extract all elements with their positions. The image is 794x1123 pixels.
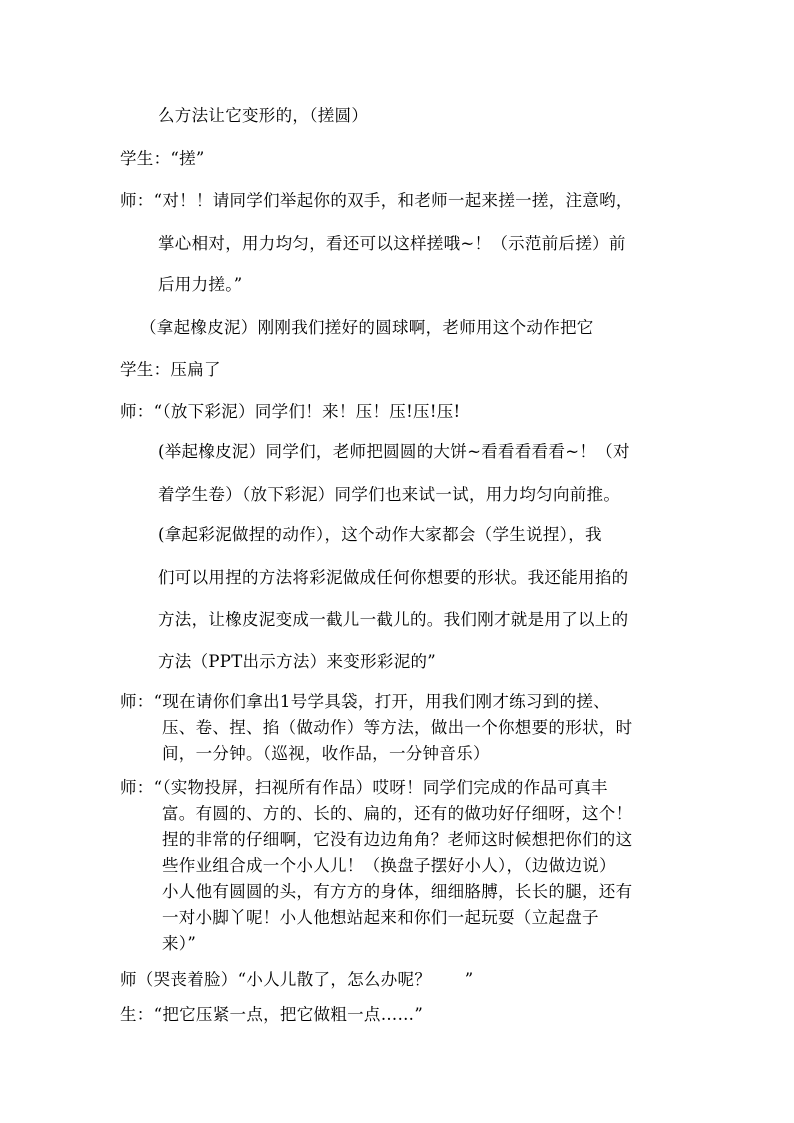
text-line: 压、卷、捏、掐（做动作）等方法，做出一个你想要的形状，时 bbox=[162, 718, 633, 737]
text-line: (举起橡皮泥）同学们，老师把圆圆的大饼~看看看看看~！（对 bbox=[158, 442, 630, 461]
text-line: 后用力搓。” bbox=[158, 275, 243, 294]
text-line: 一对小脚丫呢！小人他想站起来和你们一起玩耍（立起盘子 bbox=[162, 908, 599, 927]
text-line: 师：“（放下彩泥）同学们！来！压！压!压!压! bbox=[120, 402, 461, 421]
text-line: 们可以用捏的方法将彩泥做成任何你想要的形状。我还能用掐的 bbox=[158, 568, 629, 587]
text-line: 掌心相对，用力均匀，看还可以这样搓哦~！（示范前后搓）前 bbox=[158, 234, 626, 253]
text-line: 间，一分钟。（巡视，收作品，一分钟音乐） bbox=[162, 744, 490, 763]
text-line: 方法，让橡皮泥变成一截儿一截儿的。我们刚才就是用了以上的 bbox=[158, 610, 629, 629]
text-line: 捏的非常的仔细啊，它没有边边角角？老师这时候想把你们的这 bbox=[162, 830, 633, 849]
text-line: 富。有圆的、方的、长的、扁的，还有的做功好仔细呀，这个！ bbox=[162, 804, 633, 823]
text-line: 师：“现在请你们拿出1号学具袋，打开，用我们刚才练习到的搓、 bbox=[120, 692, 610, 711]
text-line: (拿起彩泥做捏的动作），这个动作大家都会（学生说捏），我 bbox=[158, 525, 602, 544]
text-line: 师：“对！！请同学们举起你的双手，和老师一起来搓一搓，注意哟， bbox=[120, 191, 633, 210]
text-line: 着学生卷）（放下彩泥）同学们也来试一试，用力均匀向前推。 bbox=[158, 485, 621, 504]
text-line: 方法（PPT出示方法）来变形彩泥的” bbox=[158, 652, 437, 671]
text-line: （拿起橡皮泥）刚刚我们搓好的圆球啊，老师用这个动作把它 bbox=[140, 318, 594, 337]
text-line: 来）” bbox=[162, 934, 197, 953]
text-line: 学生：“搓” bbox=[120, 149, 205, 168]
text-line: 师（哭丧着脸）“小人儿散了，怎么办呢？ ” bbox=[120, 970, 474, 989]
text-line: 小人他有圆圆的头，有方方的身体，细细胳膊，长长的腿，还有 bbox=[162, 882, 633, 901]
text-line: 么方法让它变形的，（搓圆） bbox=[158, 106, 369, 125]
text-line: 师：“（实物投屏，扫视所有作品）哎呀！同学们完成的作品可真丰 bbox=[120, 778, 608, 797]
text-line: 学生：压扁了 bbox=[120, 360, 221, 379]
text-line: 生：“把它压紧一点，把它做粗一点……” bbox=[120, 1005, 424, 1024]
text-line: 些作业组合成一个小人儿！（换盘子摆好小人），（边做边说） bbox=[162, 856, 616, 875]
